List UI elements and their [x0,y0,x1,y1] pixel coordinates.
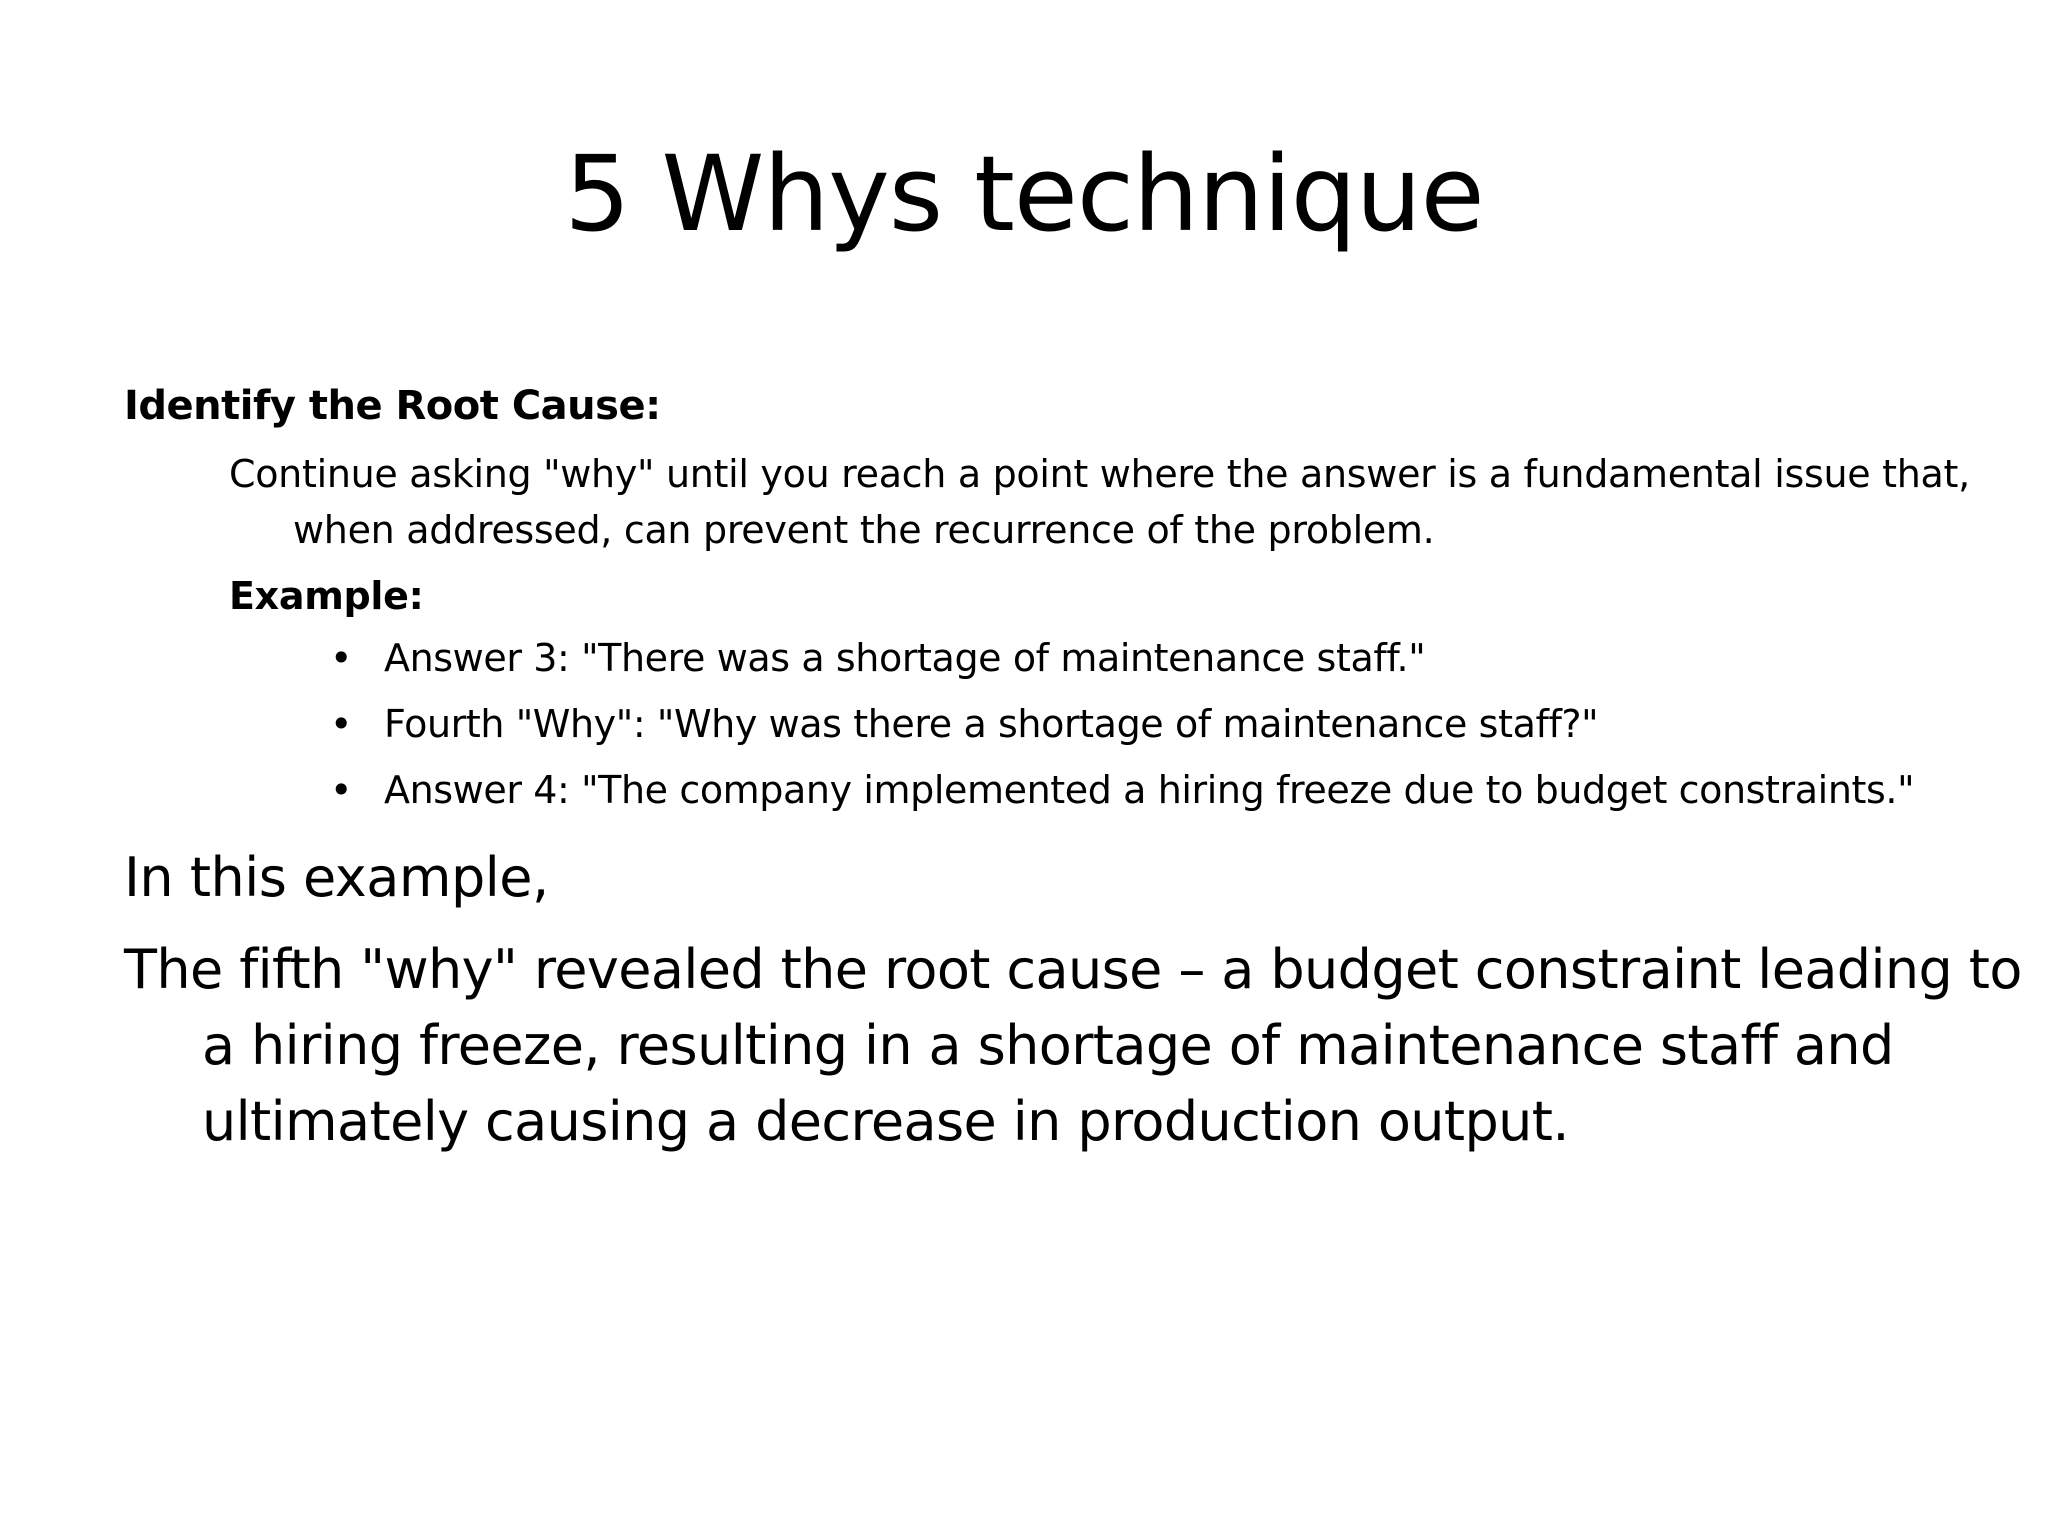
example-bullet-list [330,630,2030,828]
bullet-icon: • [330,702,353,746]
section-heading: Identify the Root Cause: [124,383,661,429]
bullet-text: Answer 3: "There was a shortage of maintenance staff." [384,636,1426,680]
intro-text: In this example, [124,846,549,909]
bullet-text: Answer 4: "The company implemented a hiring freeze due to budget constraints." [384,768,1915,812]
example-label: Example: [229,574,424,618]
bullet-item [330,696,2030,752]
bullet-icon: • [330,768,353,812]
bullet-item [330,762,2030,818]
slide-title: 5 Whys technique [564,133,1484,255]
bullet-item [330,630,2030,686]
description-paragraph: Continue asking "why" until you reach a point where the answer is a fundamental issue that, when addressed, can prevent the recurrence of the problem. [229,452,1970,552]
conclusion-text: The fifth "why" revealed the root cause – a budget constraint leading to a hiring freeze, resulting in a shortage of maintenance staff and ultimately causing a decrease in production output. [124,938,2022,1153]
bullet-icon: • [330,636,353,680]
bullet-text: Fourth "Why": "Why was there a shortage of maintenance staff?" [384,702,1599,746]
